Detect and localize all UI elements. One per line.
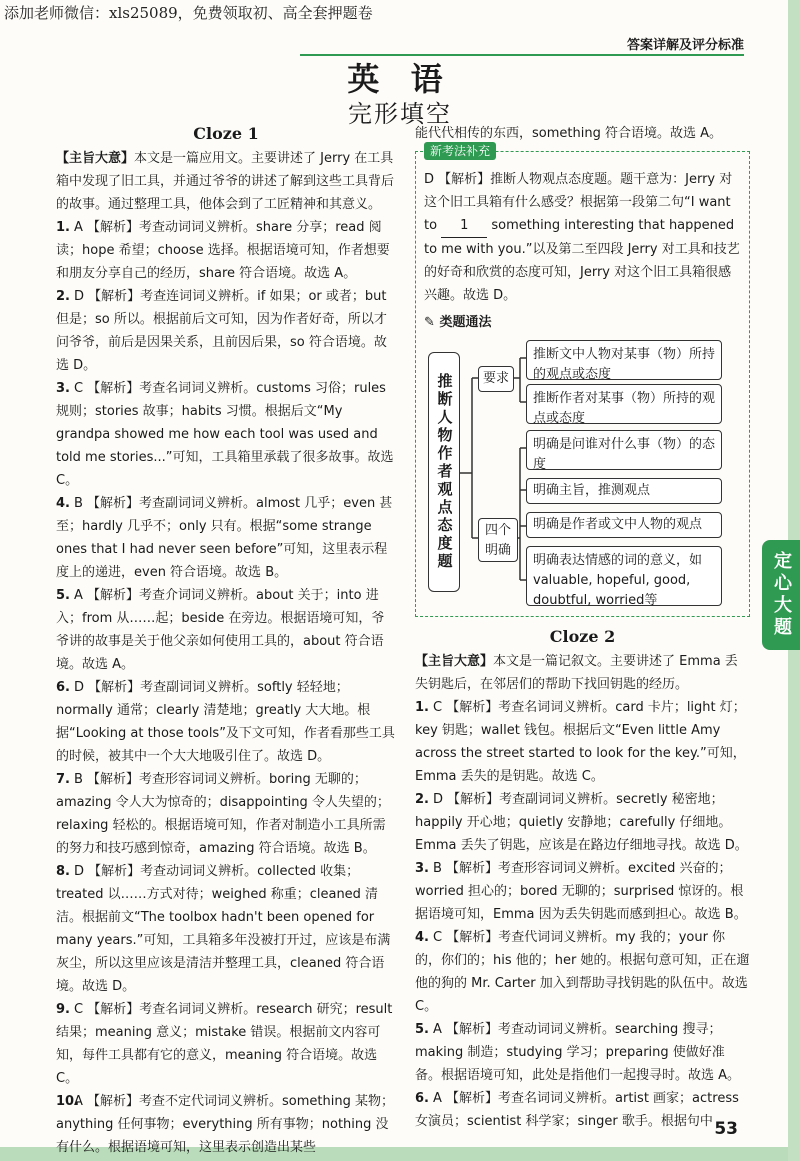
answer-item bbox=[415, 926, 750, 1018]
item-text: D 【解析】考查连词词义辨析。if 如果；or 或者；but 但是；so 所以。根据前后文可知，因为作者好奇，所以才问爷爷，前后是因果关系，且前因后果，so 符合语境。故选 D。 bbox=[56, 289, 387, 373]
clarify-item: 明确主旨，推测观点 bbox=[526, 478, 722, 504]
pencil-icon: ✎ bbox=[424, 315, 435, 330]
item-number: 9. bbox=[56, 1002, 70, 1017]
clarify-item: 明确是作者或文中人物的观点 bbox=[526, 512, 722, 538]
answer-item bbox=[56, 584, 396, 676]
answer-item bbox=[415, 696, 750, 788]
answer-item bbox=[56, 216, 396, 285]
summary-label: 【主旨大意】 bbox=[56, 151, 135, 166]
item-text: B 【解析】考查形容词词义辨析。boring 无聊的；amazing 令人大为惊奇的；disappointing 令人失望的；relaxing 轻松的。根据语境可知，作者对制造小工具所需的努力和技巧感到惊奇，amazing 符合语境。故选 B。 bbox=[56, 772, 390, 856]
requirement-item: 推断文中人物对某事（物）所持的观点或态度 bbox=[526, 340, 722, 380]
answer-label: 答案详解及评分标准 bbox=[626, 38, 744, 53]
side-tab: 定心大题 bbox=[762, 540, 800, 650]
supplement-text bbox=[424, 168, 741, 307]
branch-four-clarify: 四个明确 bbox=[478, 518, 518, 562]
answer-item bbox=[56, 492, 396, 584]
page-number: 53 bbox=[714, 1119, 738, 1139]
cloze1-answer-list bbox=[56, 216, 396, 1159]
mind-map bbox=[424, 338, 741, 608]
branch-requirement: 要求 bbox=[478, 366, 514, 392]
answer-item bbox=[56, 285, 396, 377]
method-label-text: 类题通法 bbox=[439, 315, 492, 330]
item-text: A 【解析】考查名词词义辨析。artist 画家；actress 女演员；scientist 科学家；singer 歌手。根据句中 bbox=[415, 1091, 739, 1129]
item-text: C 【解析】考查名词词义辨析。card 卡片；light 灯；key 钥匙；wallet 钱包。根据后文“Even little Amy across the street started to look for the key.”可知，Emma 丢失的是钥匙。故选 C。 bbox=[415, 700, 746, 784]
item-text: B 【解析】考查形容词词义辨析。excited 兴奋的；worried 担心的；bored 无聊的；surprised 惊讶的。根据语境可知，Emma 因为丢失钥匙而感到担心。故选 B。 bbox=[415, 861, 747, 922]
summary-text: 本文是一篇记叙文。主要讲述了 Emma 丢失钥匙后，在邻居们的帮助下找回钥匙的经历。 bbox=[415, 654, 738, 692]
cloze2-title: Cloze 2 bbox=[549, 627, 616, 646]
item-number: 7. bbox=[56, 772, 70, 787]
item-number: 3. bbox=[415, 861, 429, 876]
left-column bbox=[56, 122, 396, 1159]
item-number: 5. bbox=[415, 1022, 429, 1037]
answer-item bbox=[56, 860, 396, 998]
mind-map-root bbox=[428, 352, 460, 592]
answer-item bbox=[415, 1018, 750, 1087]
answer-item bbox=[415, 857, 750, 926]
answer-item bbox=[56, 1090, 396, 1159]
cloze1-summary bbox=[56, 147, 396, 216]
item-text: A 【解析】考查不定代词词义辨析。something 某物；anything 任何事物；everything 所有事物；nothing 没有什么。根据语境可知，这里表示创造出某些 bbox=[56, 1094, 394, 1155]
item-text: A 【解析】考查动词词义辨析。searching 搜寻；making 制造；studying 学习；preparing 使做好准备。根据语境可知，此处是指他们一起搜寻时。故选 A。 bbox=[415, 1022, 741, 1083]
item-text: A 【解析】考查动词词义辨析。share 分享；read 阅读；hope 希望；choose 选择。根据语境可知，作者想要和朋友分享自己的经历，share 符合语境。故选 A。 bbox=[56, 220, 390, 281]
cloze1-title: Cloze 1 bbox=[193, 124, 259, 143]
item-number: 6. bbox=[56, 680, 70, 695]
clarify-item: 明确是问谁对什么事（物）的态度 bbox=[526, 430, 722, 470]
supplement-box bbox=[415, 144, 750, 617]
clarify-item: 明确表达情感的词的意义，如valuable, hopeful, good, doubtful, worried等 bbox=[526, 546, 722, 606]
subject-title: 英 语 bbox=[347, 60, 453, 98]
item-text: A 【解析】考查介词词义辨析。about 关于；into 进入；from 从……起；beside 在旁边。根据语境可知，爷爷讲的故事是关于他父亲如何使用工具的，about 符合语境。故选 A。 bbox=[56, 588, 385, 672]
item-number: 8. bbox=[56, 864, 70, 879]
right-column bbox=[415, 122, 750, 1133]
item-number: 6. bbox=[415, 1091, 429, 1106]
top-watermark-note: 添加老师微信：xls25089，免费领取初、高全套押题卷 bbox=[4, 4, 373, 22]
item-number: 5. bbox=[56, 588, 70, 603]
blank-number: 1 bbox=[441, 214, 487, 238]
item-text: D 【解析】考查副词词义辨析。softly 轻轻地；normally 通常；clearly 清楚地；greatly 大大地。根据“Looking at those tools”及下文可知，作者看那些工具的时候，被其中一个大大地吸引住了。故选 D。 bbox=[56, 680, 395, 764]
item-number: 3. bbox=[56, 381, 70, 396]
cloze2-summary bbox=[415, 650, 750, 696]
item-text: C 【解析】考查名词词义辨析。research 研究；result 结果；meaning 意义；mistake 错误。根据前文内容可知，每件工具都有它的意义，meaning 符合语境。故选 C。 bbox=[56, 1002, 393, 1086]
item-text: C 【解析】考查名词词义辨析。customs 习俗；rules 规则；stories 故事；habits 习惯。根据后文“My grandpa showed me how each tool was used and told me stories...”可知，工具箱里承载了很多故事。故选 C。 bbox=[56, 381, 394, 488]
summary-text: 本文是一篇应用文。主要讲述了 Jerry 在工具箱中发现了旧工具，并通过爷爷的讲述了解到这些工具背后的故事。通过整理工具，他体会到了工匠精神和其意义。 bbox=[56, 151, 395, 212]
item-number: 1. bbox=[415, 700, 429, 715]
supplement-text-part2: something interesting that happened to me with you.”以及第二至四段 Jerry 对工具和技艺的好奇和欣赏的态度可知，Jerry 对这个旧工具箱很感兴趣。故选 D。 bbox=[424, 218, 740, 303]
answer-item bbox=[56, 768, 396, 860]
method-label bbox=[424, 311, 741, 334]
supplement-label: 新考法补充 bbox=[424, 142, 496, 160]
item-text: D 【解析】考查副词词义辨析。secretly 秘密地；happily 开心地；quietly 安静地；carefully 仔细地。Emma 丢失了钥匙，应该是在路边仔细地寻找。故选 D。 bbox=[415, 792, 748, 853]
item-number: 1. bbox=[56, 220, 70, 235]
answer-item bbox=[56, 998, 396, 1090]
summary-label: 【主旨大意】 bbox=[415, 654, 494, 669]
item-number: 2. bbox=[56, 289, 70, 304]
root-text: 推断人物作者观点态度题 bbox=[435, 373, 454, 571]
item-text: B 【解析】考查副词词义辨析。almost 几乎；even 甚至；hardly 几乎不；only 只有。根据“some strange ones that I had never seen before”可知，这里表示程度上的递进，even 符合语境。故选 B。 bbox=[56, 496, 393, 580]
item-text: C 【解析】考查代词词义辨析。my 我的；your 你的，你们的；his 他的；her 她的。根据句意可知，正在遛他的狗的 Mr. Carter 加入到帮助寻找钥匙的队伍中。故选 C。 bbox=[415, 930, 750, 1014]
item-text: D 【解析】考查动词词义辨析。collected 收集；treated 以……方式对待；weighed 称重；cleaned 清洁。根据前文“The toolbox hadn't been opened for many years.”可知，工具箱多年没被打开过，应该是布满灰尘，所以这里应该是清洁并整理工具，cleaned 符合语境。故选 D。 bbox=[56, 864, 391, 994]
answer-item bbox=[415, 788, 750, 857]
item-number: 2. bbox=[415, 792, 429, 807]
supplement-text-part1: D 【解析】推断人物观点态度题。题干意为：Jerry 对这个旧工具箱有什么感受？根据第一段第二句“I want to bbox=[424, 172, 733, 233]
section-title: 完形填空 bbox=[348, 100, 452, 128]
answer-item bbox=[56, 676, 396, 768]
requirement-item: 推断作者对某事（物）所持的观点或态度 bbox=[526, 384, 722, 424]
answer-item bbox=[415, 1087, 750, 1133]
item-number: 4. bbox=[56, 496, 70, 511]
item-number: 4. bbox=[415, 930, 429, 945]
answer-item bbox=[56, 377, 396, 492]
item-number: 10. bbox=[56, 1094, 80, 1109]
cloze1-continuation: 能代代相传的东西，something 符合语境。故选 A。 bbox=[415, 126, 722, 141]
